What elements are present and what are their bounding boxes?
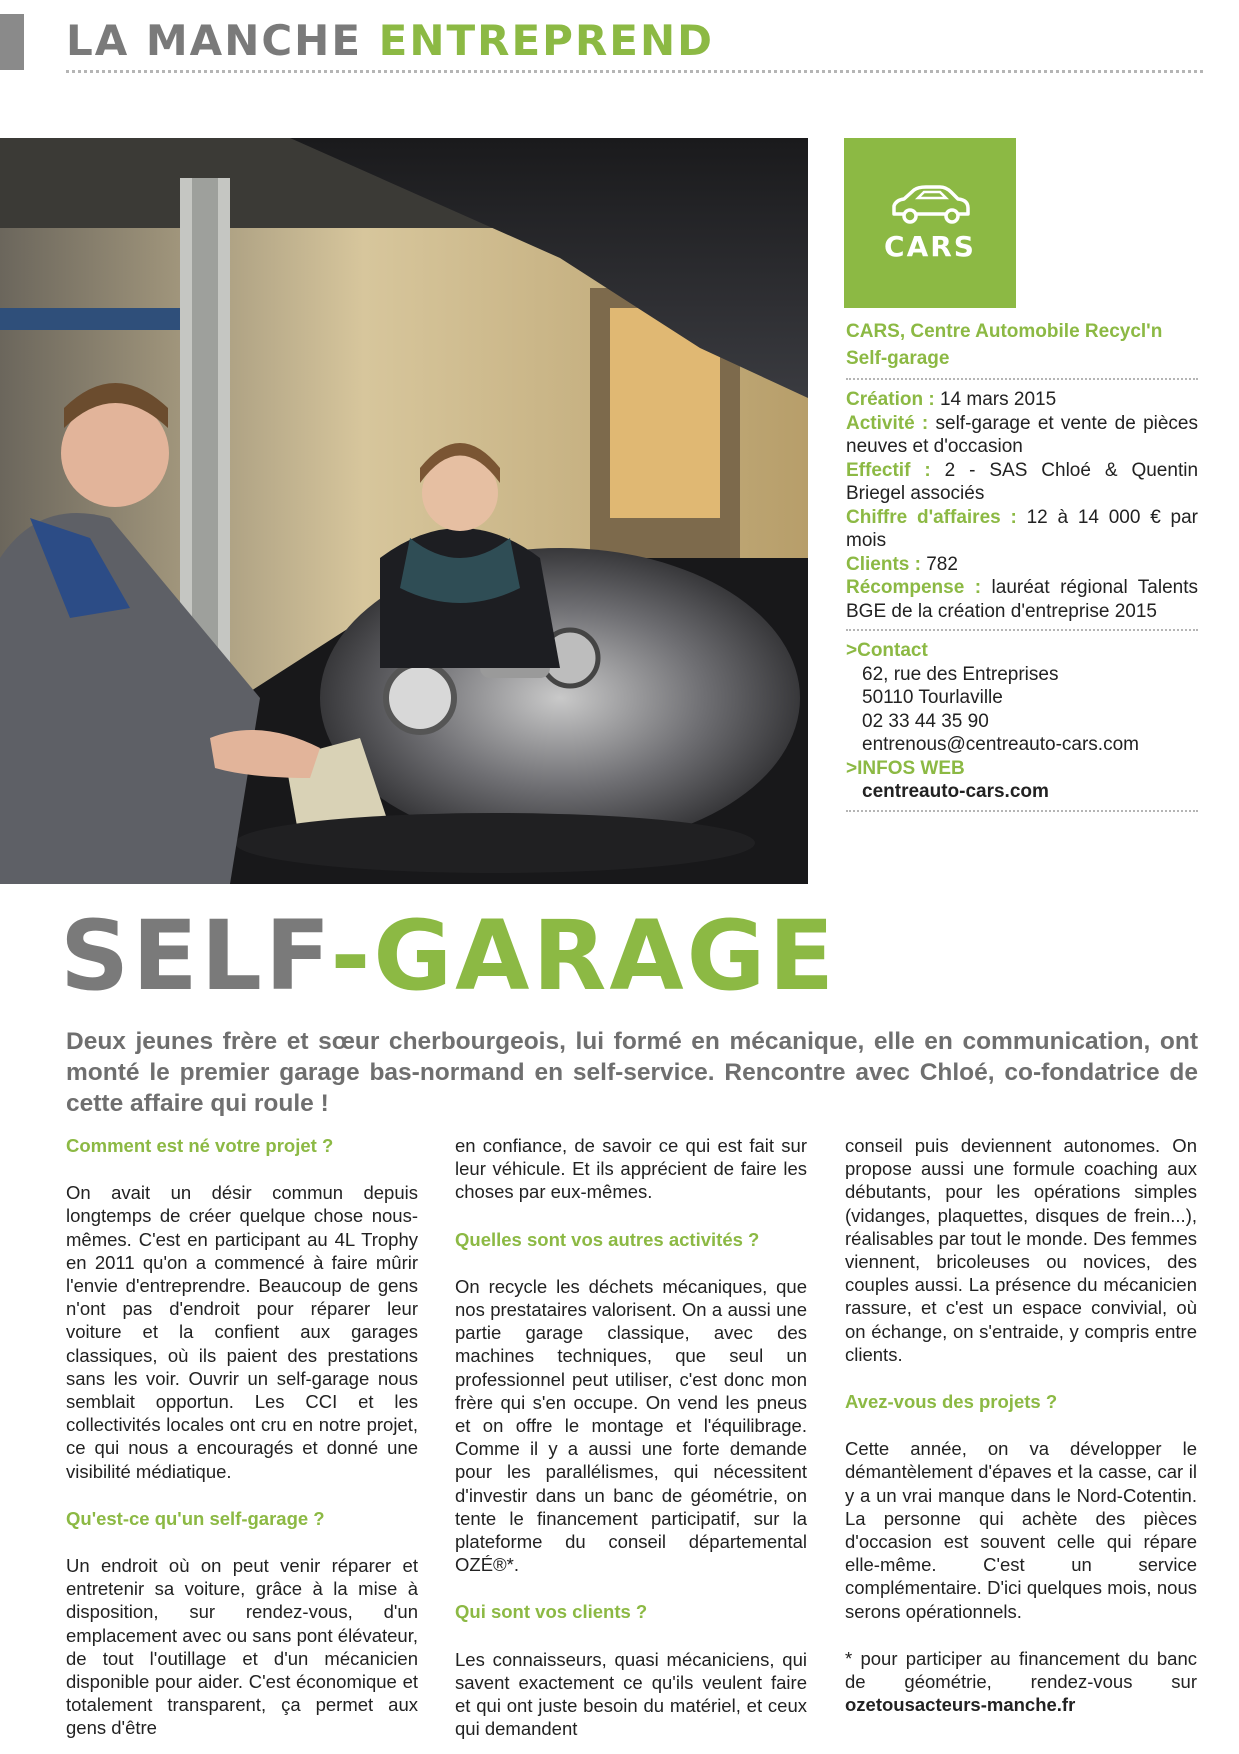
info-row-effectif xyxy=(846,459,1198,506)
info-row-creation xyxy=(846,388,1198,412)
interview-question: Qui sont vos clients ? xyxy=(455,1601,648,1623)
info-label: Clients : xyxy=(846,553,921,575)
article-column-2 xyxy=(455,1134,807,1754)
rubric-part2: ENTREPREND xyxy=(378,16,714,65)
contact-address-line: 62, rue des Entreprises xyxy=(862,663,1059,685)
interview-question: Quelles sont vos autres activités ? xyxy=(455,1228,760,1250)
info-value: 14 mars 2015 xyxy=(939,389,1057,410)
cars-logo xyxy=(844,138,1016,308)
company-name: CARS, Centre Automobile Recycl'n Self-garage xyxy=(846,321,1163,369)
interview-answer: Un endroit où on peut venir réparer et entretenir sa voiture, grâce à la mise à disposition, sur rendez-vous, d'un emplacement avec ou sans pont élévateur, de tout l'outillage et d'un mécanicien disponible pour aider. C'est économique et totalement transparent, ça permet aux gens d'être xyxy=(66,1555,418,1739)
logo-text: CARS xyxy=(884,230,976,263)
article-title xyxy=(60,900,838,1012)
interview-question: Comment est né votre projet ? xyxy=(66,1135,334,1156)
rubric-part1: LA MANCHE xyxy=(66,16,363,65)
contact-phone: 02 33 44 35 90 xyxy=(862,710,989,732)
info-label: Création : xyxy=(846,389,935,410)
info-label: Effectif : xyxy=(846,459,931,481)
info-value: self-garage et vente de pièces neuves et d'occasion xyxy=(846,412,1198,457)
info-value: lauréat régional Talents BGE de la création d'entreprise 2015 xyxy=(846,577,1199,622)
garage-photo-illustration xyxy=(0,138,808,884)
interview-answer: Les connaisseurs, quasi mécaniciens, qui savent exactement ce qu'ils veulent faire et qui ont juste besoin du matériel, et ceux qui demandent xyxy=(455,1648,807,1740)
info-label: Activité : xyxy=(846,412,929,434)
interview-answer: On avait un désir commun depuis longtemps de créer quelque chose nous-mêmes. C'est en participant au 4L Trophy en 2011 qu'on a commencé à faire mûrir l'envie d'entreprendre. Beaucoup de gens n'ont pas d'endroit pour réparer leur voiture et la confient aux garages classiques, où ils paient des prestations sans les voir. Ouvrir un self-garage nous semblait opportun. Les CCI et les collectivités locales ont cru en notre projet, ce qui nous a encouragés et donné une visibilité médiatique. xyxy=(66,1182,418,1482)
info-row-clients xyxy=(846,553,1198,577)
interview-question: Qu'est-ce qu'un self-garage ? xyxy=(66,1507,325,1529)
infobox-divider xyxy=(846,810,1198,812)
car-icon xyxy=(888,184,972,228)
article-lead: Deux jeunes frère et sœur cherbourgeois, lui formé en mécanique, elle en communication, ont monté le premier garage bas-normand en self-service. Rencontre avec Chloé, co-fondatrice de cette affaire qui roule ! xyxy=(66,1028,1198,1117)
info-value: 782 xyxy=(926,553,958,575)
company-infobox xyxy=(846,318,1198,820)
footnote-website: ozetousacteurs-manche.fr xyxy=(845,1694,1076,1716)
web-url: centreauto-cars.com xyxy=(862,781,1049,802)
web-label: >INFOS WEB xyxy=(846,757,965,779)
article-column-3 xyxy=(845,1134,1197,1716)
info-label: Chiffre d'affaires : xyxy=(846,506,1017,528)
interview-question: Avez-vous des projets ? xyxy=(845,1391,1058,1413)
interview-answer: On recycle les déchets mécaniques, que nos prestataires valorisent. On a aussi une partie garage classique, avec des machines techniques, que seul un professionnel peut utiliser, c'est donc mon frère qui s'en occupe. On vend les pneus et on offre le montage et l'équilibrage. Comme il y a aussi une forte demande pour les parallélismes, qui nécessitent d'investir dans un banc de géométrie, on tente le financement participatif, sur la plateforme du conseil départemental OZÉ®*. xyxy=(455,1275,807,1576)
info-row-recompense xyxy=(846,576,1198,623)
info-row-chiffre xyxy=(846,506,1198,553)
interview-answer: conseil puis deviennent autonomes. On propose aussi une formule coaching aux débutants, pour les opérations simples (vidanges, plaquettes, disques de frein...), réalisables par tout le monde. Des femmes viennent, bricoleuses ou novices, des couples aussi. La présence du mécanicien rassure, et c'est un espace convivial, où on échange, on s'entraide, y compris entre clients. xyxy=(845,1135,1197,1365)
section-rubric xyxy=(66,16,714,65)
interview-answer: en confiance, de savoir ce qui est fait sur leur véhicule. Et ils apprécient de faire les choses par eux-mêmes. xyxy=(455,1135,807,1203)
contact-email: entrenous@centreauto-cars.com xyxy=(862,734,1139,755)
title-part2: -GARAGE xyxy=(330,900,838,1012)
info-label: Récompense : xyxy=(846,577,982,598)
info-row-activite xyxy=(846,412,1198,459)
interview-answer: Cette année, on va développer le démantèlement d'épaves et la casse, car il y a un vrai manque dans le Nord-Cotentin. La personne qui achète des pièces d'occasion est souvent celle qui répare elle-même. C'est un service complémentaire. D'ici quelques mois, nous serons opérationnels. xyxy=(845,1438,1197,1622)
info-value: 2 - SAS Chloé & Quentin Briegel associés xyxy=(846,459,1199,504)
article-photo xyxy=(0,138,808,884)
title-part1: SELF xyxy=(60,900,331,1012)
footnote-text: * pour participer au financement du banc de géométrie, rendez-vous sur xyxy=(845,1647,1197,1693)
header-divider xyxy=(66,70,1203,73)
footnote xyxy=(845,1647,1197,1717)
infobox-divider xyxy=(846,378,1198,380)
contact-city-line: 50110 Tourlaville xyxy=(862,687,1003,708)
infobox-divider xyxy=(846,629,1198,631)
contact-label: >Contact xyxy=(846,640,928,661)
page-number-tab xyxy=(0,14,24,70)
info-value: 12 à 14 000 € par mois xyxy=(846,506,1199,551)
article-column-1 xyxy=(66,1134,418,1754)
